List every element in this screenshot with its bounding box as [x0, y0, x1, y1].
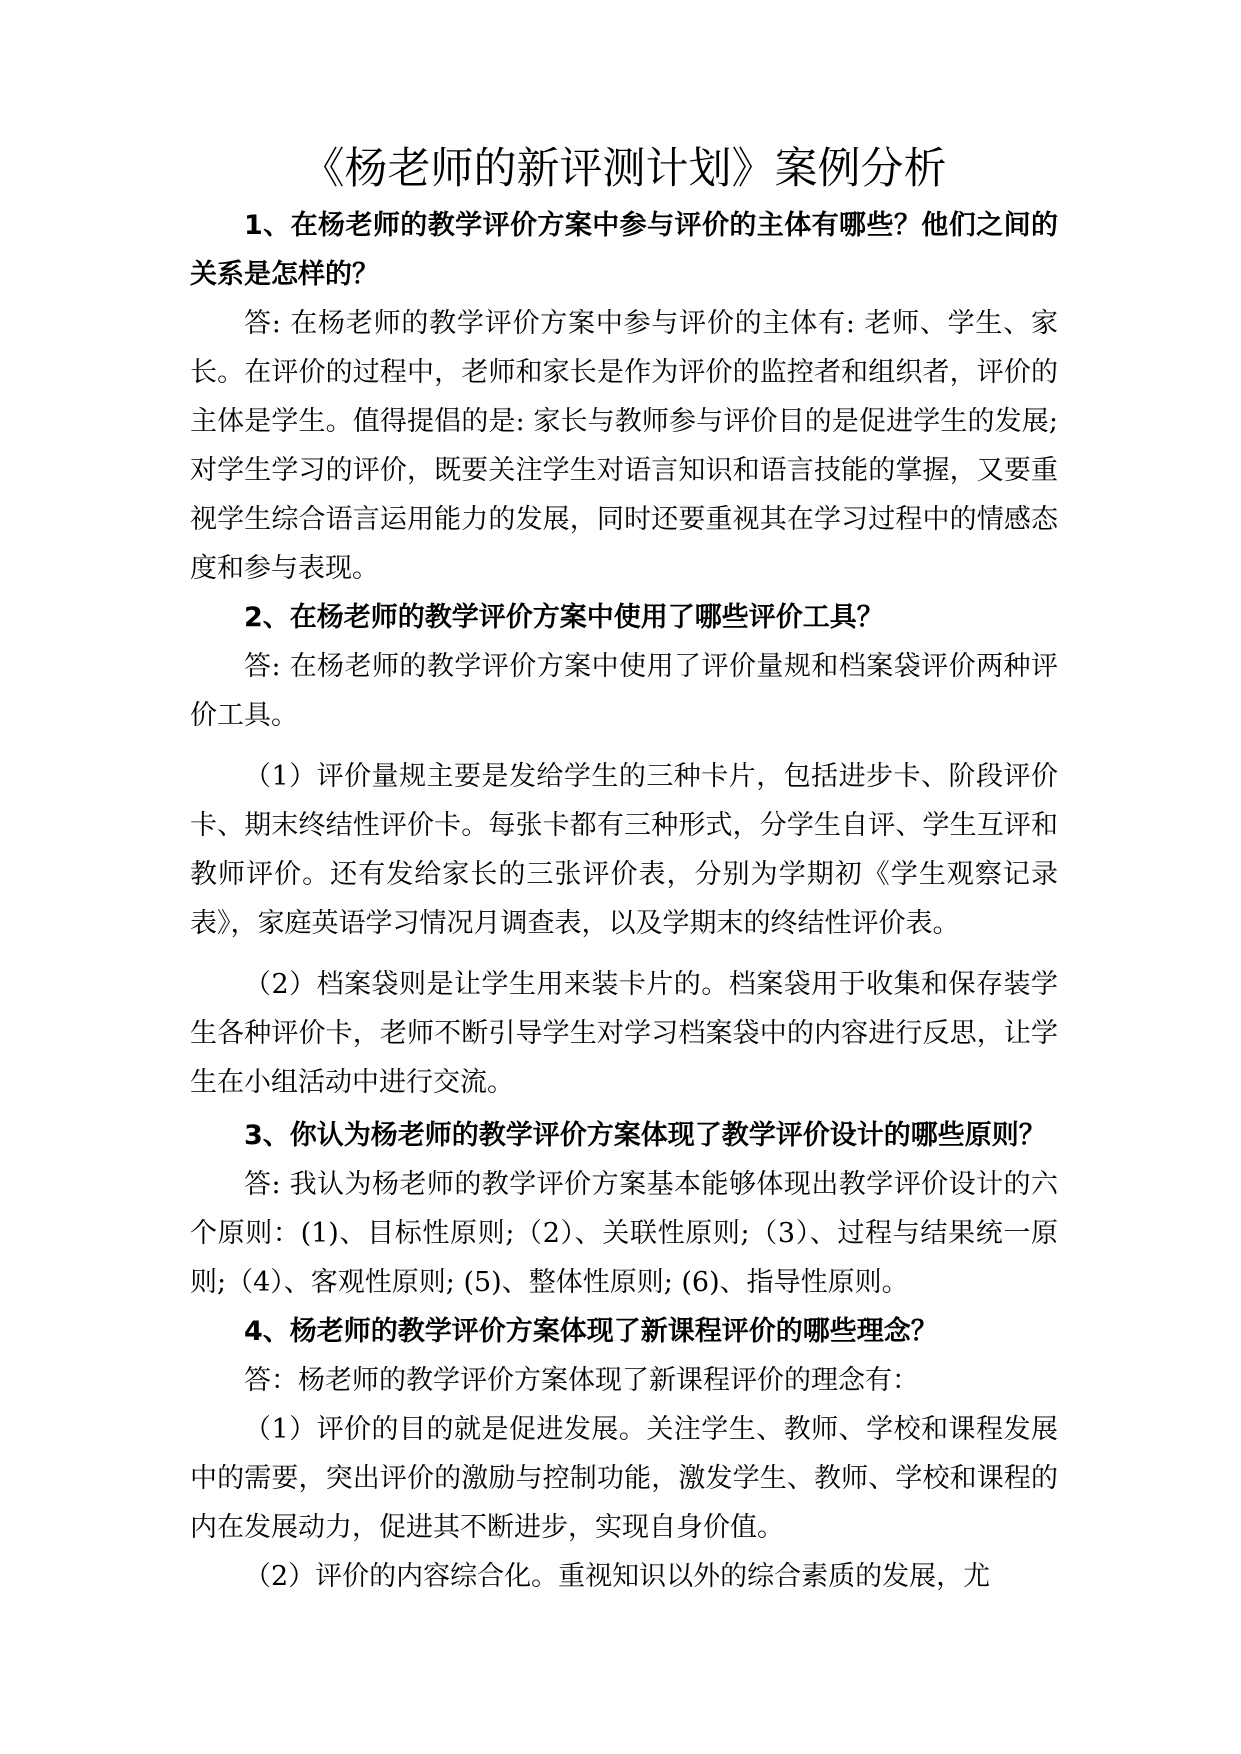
answer-2: 答: 在杨老师的教学评价方案中使用了评价量规和档案袋评价两种评价工具。: [190, 651, 1058, 731]
question-4: 4、杨老师的教学评价方案体现了新课程评价的哪些理念？: [244, 1316, 938, 1347]
answer-1: 答: 在杨老师的教学评价方案中参与评价的主体有: 老师、学生、家长。在评价的过程中，老师和家长是作为评价的监控者和组织者，评价的主体是学生。值得提倡的是: 家长与教师参与评价目的是促进学生的发展; 对学生学习的评价，既要关注学生对语言知识和语言技能的掌握，又要重视学生综合语言运用能力的发展，同时还要重视其在学习过程中的情感态度和参与表现。: [190, 308, 1058, 584]
question-1: 1、在杨老师的教学评价方案中参与评价的主体有哪些？他们之间的关系是怎样的？: [190, 210, 1058, 290]
document-title: 《杨老师的新评测计划》案例分析: [301, 144, 947, 194]
answer-2-item-2: （2）档案袋则是让学生用来装卡片的。档案袋用于收集和保存装学生各种评价卡，老师不断引导学生对学习档案袋中的内容进行反思，让学生在小组活动中进行交流。: [190, 969, 1058, 1098]
question-2: 2、在杨老师的教学评价方案中使用了哪些评价工具？: [244, 602, 884, 633]
question-3: 3、你认为杨老师的教学评价方案体现了教学评价设计的哪些原则？: [244, 1120, 1046, 1151]
document-page: [190, 138, 1058, 1601]
answer-3: 答: 我认为杨老师的教学评价方案基本能够体现出教学评价设计的六个原则：(1)、目标性原则;（2）、关联性原则;（3）、过程与结果统一原则;（4）、客观性原则; (5)、整体性原则; (6)、指导性原则。: [190, 1169, 1058, 1298]
answer-4-item-2: （2）评价的内容综合化。重视知识以外的综合素质的发展，尤: [244, 1561, 991, 1592]
answer-4-intro: 答：杨老师的教学评价方案体现了新课程评价的理念有：: [244, 1365, 919, 1396]
answer-2-item-1: （1）评价量规主要是发给学生的三种卡片，包括进步卡、阶段评价卡、期末终结性评价卡。每张卡都有三种形式，分学生自评、学生互评和教师评价。还有发给家长的三张评价表，分别为学期初《学生观察记录表》，家庭英语学习情况月调查表，以及学期末的终结性评价表。: [190, 761, 1058, 939]
answer-4-item-1: （1）评价的目的就是促进发展。关注学生、教师、学校和课程发展中的需要，突出评价的激励与控制功能，激发学生、教师、学校和课程的内在发展动力，促进其不断进步，实现自身价值。: [190, 1414, 1058, 1543]
